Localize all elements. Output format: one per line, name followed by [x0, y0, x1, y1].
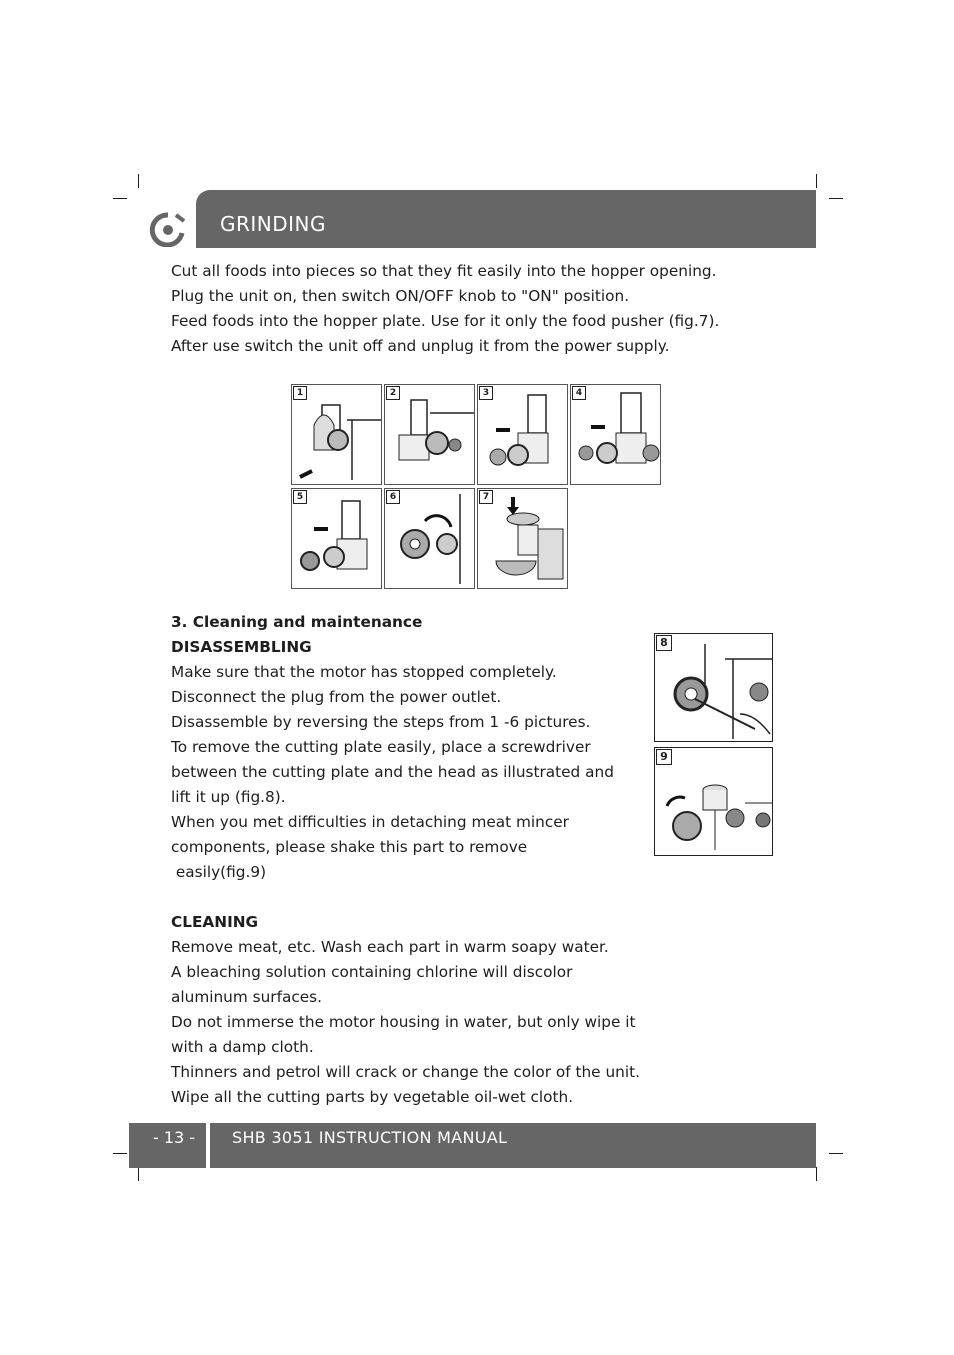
crop-mark	[113, 198, 127, 199]
mincer-illustration	[655, 748, 773, 856]
text-line: Disconnect the plug from the power outlet.	[171, 688, 502, 706]
figure-panel	[291, 384, 382, 485]
text-line: Make sure that the motor has stopped completely.	[171, 663, 557, 681]
text-line: between the cutting plate and the head as illustrated and	[171, 763, 614, 781]
text-line: lift it up (fig.8).	[171, 788, 286, 806]
text-line: Cut all foods into pieces so that they fit easily into the hopper opening.	[171, 262, 717, 280]
text-line: A bleaching solution containing chlorine will discolor	[171, 963, 573, 981]
assembly-figures	[291, 384, 663, 590]
section-header	[196, 190, 816, 248]
text-line: aluminum surfaces.	[171, 988, 322, 1006]
text-line: easily(fig.9)	[171, 863, 267, 881]
mincer-illustration	[571, 385, 661, 485]
text-line: When you met difficulties in detaching meat mincer	[171, 813, 569, 831]
manual-title: SHB 3051 INSTRUCTION MANUAL	[232, 1128, 508, 1147]
text-line: Wipe all the cutting parts by vegetable oil-wet cloth.	[171, 1088, 574, 1106]
figure-number: 3	[479, 386, 493, 400]
page-title: GRINDING	[220, 212, 327, 236]
footer-bar	[210, 1123, 816, 1168]
mincer-illustration	[478, 489, 568, 589]
text-line: Remove meat, etc. Wash each part in warm soapy water.	[171, 938, 609, 956]
mincer-illustration	[655, 634, 773, 742]
crop-mark	[138, 174, 139, 188]
text-line: Do not immerse the motor housing in water, but only wipe it	[171, 1013, 636, 1031]
text-line: To remove the cutting plate easily, place a screwdriver	[171, 738, 591, 756]
mincer-illustration	[385, 385, 475, 485]
intro-text	[171, 259, 719, 359]
section-heading: 3. Cleaning and maintenance	[171, 613, 423, 631]
mincer-illustration	[478, 385, 568, 485]
disassembling-text	[171, 610, 614, 885]
crop-mark	[138, 1167, 139, 1181]
figure-panel	[291, 488, 382, 589]
figure-number: 8	[656, 635, 672, 651]
text-line: Feed foods into the hopper plate. Use for it only the food pusher (fig.7).	[171, 312, 720, 330]
figure-panel	[384, 384, 475, 485]
page-number: - 13 -	[153, 1128, 196, 1147]
page-number-box	[129, 1123, 206, 1168]
text-line: Disassemble by reversing the steps from 1 -6 pictures.	[171, 713, 591, 731]
crop-mark	[829, 198, 843, 199]
crop-mark	[816, 1167, 817, 1181]
figure-number: 6	[386, 490, 400, 504]
subsection-heading: CLEANING	[171, 913, 259, 931]
crop-mark	[816, 174, 817, 188]
figure-number: 4	[572, 386, 586, 400]
mincer-illustration	[385, 489, 475, 589]
cleaning-text	[171, 910, 640, 1110]
figure-panel	[477, 488, 568, 589]
subsection-heading: DISASSEMBLING	[171, 638, 312, 656]
figure-number: 7	[479, 490, 493, 504]
circle-logo-icon	[148, 211, 188, 247]
figure-panel	[384, 488, 475, 589]
figure-panel	[654, 633, 773, 742]
figure-panel	[654, 747, 773, 856]
text-line: After use switch the unit off and unplug it from the power supply.	[171, 337, 670, 355]
mincer-illustration	[292, 385, 382, 485]
figure-panel	[477, 384, 568, 485]
figure-number: 5	[293, 490, 307, 504]
text-line: components, please shake this part to remove	[171, 838, 528, 856]
disassembly-figures	[654, 633, 774, 857]
text-line: Plug the unit on, then switch ON/OFF knob to "ON" position.	[171, 287, 630, 305]
figure-number: 1	[293, 386, 307, 400]
mincer-illustration	[292, 489, 382, 589]
figure-number: 9	[656, 749, 672, 765]
text-line: Thinners and petrol will crack or change the color of the unit.	[171, 1063, 640, 1081]
figure-number: 2	[386, 386, 400, 400]
crop-mark	[113, 1153, 127, 1154]
text-line: with a damp cloth.	[171, 1038, 314, 1056]
crop-mark	[829, 1153, 843, 1154]
figure-panel	[570, 384, 661, 485]
